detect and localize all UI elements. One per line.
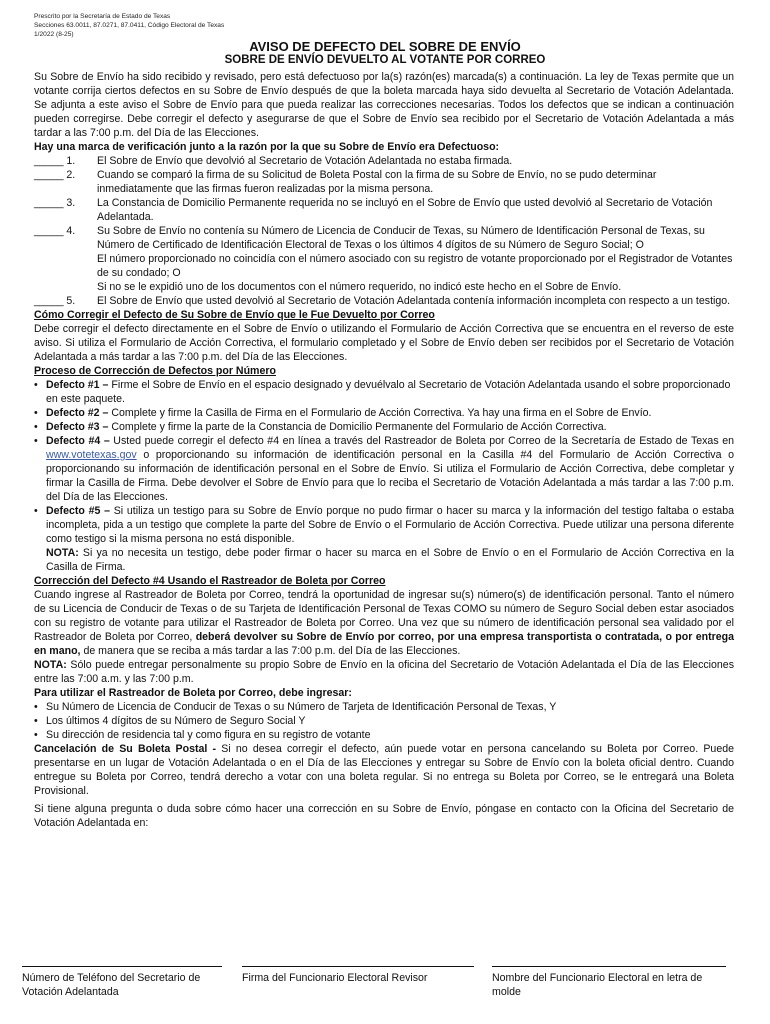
defect-text: Complete y firme la Casilla de Firma en el Formulario de Acción Correctiva. Ya hay una firma en el Sobre de Envío. <box>108 407 652 419</box>
contact-paragraph: Si tiene alguna pregunta o duda sobre cómo hacer una corrección en su Sobre de Envío, póngase en contacto con la Oficina del Secretario de Votación Adelantada en: <box>34 803 734 829</box>
signature-line <box>242 966 474 967</box>
tracker-paragraph <box>34 588 734 658</box>
header-line: Secciones 63.0011, 87.0271, 87.0411, Código Electoral de Texas <box>34 22 225 29</box>
reason-number: _____ 5. <box>34 295 76 307</box>
header-line: 1/2022 (8-25) <box>34 31 74 38</box>
note-label: NOTA: <box>46 547 79 559</box>
tracker-text: Cuando ingrese al Rastreador de Boleta por Correo, tendrá la oportunidad de ingresar su(s) número(s) de identificación personal. Tanto el número de su Licencia de Conducir de Texas o de su Tarjeta de Identificación Personal de Texas COMO su número de Seguro Social deben estar asociados con su registro de votante para utilizar el Rastreador de Boleta por Correo. Una vez que su número de identificación personal sea validado por el Rastreador de Boleta por Correo, <box>34 589 734 643</box>
reason-text: Su Sobre de Envío no contenía su Número de Licencia de Conducir de Texas, su Número de Identificación Personal de Texas, su Número de Certificado de Identificación Electoral de Texas o los últimos 4 dígitos de su Número de Seguro Social; O <box>97 225 705 251</box>
list-item: • Su Número de Licencia de Conducir de Texas o su Número de Tarjeta de Identificación Personal de Texas, Y <box>34 700 734 714</box>
must-enter-heading: Para utilizar el Rastreador de Boleta por Correo, debe ingresar: <box>34 687 352 699</box>
defect-text: o proporcionando su información de identificación personal en la Casilla #4 del Formulario de Acción Correctiva o proporcionando su información de identificación personal en el Sobre de Envío. Si utiliza el Formulario de Acción Correctiva, debe completar y firmar la Casilla de Firma. Debe devolver el Sobre de Envío para que lo reciba el Secretario de Votación Adelantada a más tardar a las 7:00 p.m. del Día de las Elecciones. <box>46 449 734 503</box>
cancel-text: Si no desea corregir el defecto, aún puede votar en persona cancelando su Boleta por Correo. Puede presentarse en un lugar de Votación Adelantada o en el Día de las Elecciones y entregar su Sobre de Envío con la boleta oficial dentro. Cuando entregue su Boleta por Correo, tendrá derecho a votar con una boleta regular. Si no entrega su Boleta por Correo, se le entregará una Boleta Provisional. <box>34 743 734 797</box>
signature-line <box>22 966 222 967</box>
check-heading: Hay una marca de verificación junto a la razón por la que su Sobre de Envío era Defectuoso: <box>34 141 500 153</box>
note-label: NOTA: <box>34 659 67 671</box>
note-paragraph <box>34 658 734 686</box>
official-name-block <box>492 966 726 999</box>
defect-item <box>34 406 734 420</box>
cancel-paragraph <box>34 742 734 798</box>
defect-item <box>34 378 734 406</box>
defect-label: Defecto #5 – <box>46 505 110 517</box>
defect-label: Defecto #2 – <box>46 407 109 419</box>
defect-label: Defecto #3 – <box>46 421 109 433</box>
phone-label: Número de Teléfono del Secretario de Votación Adelantada <box>22 972 201 998</box>
reason-number: _____ 1. <box>34 155 76 167</box>
list-item: • Su dirección de residencia tal y como figura en su registro de votante <box>34 728 734 742</box>
header-line: Prescrito por la Secretaría de Estado de Texas <box>34 13 171 20</box>
official-signature-block <box>242 966 474 985</box>
defect-item <box>34 434 734 504</box>
list-item: • Los últimos 4 dígitos de su Número de Seguro Social Y <box>34 714 734 728</box>
defect-text: Firme el Sobre de Envío en el espacio designado y devuélvalo al Secretario de Votación Adelantada usando el sobre proporcionado en este paquete. <box>46 379 731 405</box>
reason-number: _____ 3. <box>34 197 76 209</box>
tracker-text: de manera que se reciba a más tardar a las 7:00 p.m. del Día de las Elecciones. <box>80 645 461 657</box>
document-title: AVISO DE DEFECTO DEL SOBRE DE ENVÍO <box>249 39 521 54</box>
reason-4-alternative: El número proporcionado no coincidía con el número asociado con su registro de votante proporcionado por el Registrador de Votantes de su condado; O <box>97 253 733 279</box>
reason-text: El Sobre de Envío que devolvió al Secretario de Votación Adelantada no estaba firmada. <box>97 155 513 167</box>
signature-line <box>492 966 726 967</box>
cancel-label: Cancelación de Su Boleta Postal - <box>34 743 217 755</box>
reason-4-alternative: Si no se le expidió uno de los documentos con el número requerido, no indicó este hecho en el Sobre de Envío. <box>97 281 622 293</box>
phone-signature-block <box>22 966 222 999</box>
form-header <box>34 12 224 39</box>
defect-label: Defecto #4 – <box>46 435 110 447</box>
reason-item <box>34 224 734 252</box>
defect-label: Defecto #1 – <box>46 379 109 391</box>
reason-text: La Constancia de Domicilio Permanente requerida no se incluyó en el Sobre de Envío que usted devolvió al Secretario de Votación Adelantada. <box>97 197 713 223</box>
process-heading: Proceso de Corrección de Defectos por Número <box>34 365 276 377</box>
tracker-bold-text: deberá devolver su Sobre de Envío por correo, por una empresa transportista o contratada, o por entrega en mano, <box>34 631 734 657</box>
official-name-label: Nombre del Funcionario Electoral en letra de molde <box>492 972 703 998</box>
document-body <box>34 70 734 830</box>
defect-text: Usted puede corregir el defecto #4 en línea a través del Rastreador de Boleta por Correo de la Secretaría de Estado de Texas en <box>109 435 734 447</box>
howto-heading: Cómo Corregir el Defecto de Su Sobre de Envío que le Fue Devuelto por Correo <box>34 309 435 321</box>
reason-text: Cuando se comparó la firma de su Solicitud de Boleta Postal con la firma de su Sobre de Envío, no se pudo determinar inmediatamente que las firmas fueron realizadas por la misma persona. <box>97 169 657 195</box>
tracker-heading: Corrección del Defecto #4 Usando el Rastreador de Boleta por Correo <box>34 575 386 587</box>
howto-paragraph: Debe corregir el defecto directamente en el Sobre de Envío o utilizando el Formulario de Acción Correctiva que se encuentra en el reverso de este aviso. Si utiliza el Formulario de Acción Correctiva, el formulario completado y el Sobre de Envío deben ser recibidos por el Secretario de Votación Adelantada a más tardar a las 7:00 p.m. del Día de las Elecciones. <box>34 323 734 363</box>
reason-item <box>34 168 734 196</box>
votetexas-link[interactable]: www.votetexas.gov <box>46 449 137 461</box>
official-signature-label: Firma del Funcionario Electoral Revisor <box>242 972 428 984</box>
reason-text: El Sobre de Envío que usted devolvió al Secretario de Votación Adelantada contenía información incompleta con respecto a un testigo. <box>97 295 731 307</box>
intro-paragraph: Su Sobre de Envío ha sido recibido y revisado, pero está defectuoso por la(s) razón(es) marcada(s) a continuación. La ley de Texas permite que un votante corrija ciertos defectos en su Sobre de Envío después de que la boleta marcada haya sido devuelta al Secretario de Votación Adelantada. Se adjunta a este aviso el Sobre de Envío para que pueda realizar las correcciones necesarias. Todos los defectos que se indican a continuación pueden corregirse. Debe corregir el defecto y asegurarse de que el Sobre de Envío sea recibido por el Secretario de Votación Adelantada a más tardar a las 7:00 p.m. del Día de las Elecciones. <box>34 71 734 139</box>
document-subtitle: SOBRE DE ENVÍO DEVUELTO AL VOTANTE POR CORREO <box>224 54 546 66</box>
reason-item <box>34 294 734 308</box>
note-text: Sólo puede entregar personalmente su propio Sobre de Envío en la oficina del Secretario de Votación Adelantada el Día de las Elecciones entre las 7:00 a.m. y las 7:00 p.m. <box>34 659 734 685</box>
defect-list <box>34 378 734 574</box>
reason-item <box>34 196 734 224</box>
reason-number: _____ 2. <box>34 169 76 181</box>
defect-text: Si utiliza un testigo para su Sobre de Envío porque no pudo firmar o hacer su marca y la información del testigo faltaba o estaba incompleta, pida a un testigo que complete la parte del Sobre de Envío o el Formulario de Acción Correctiva. Puede utilizar una persona diferente como testigo si la misma persona no está disponible. <box>46 505 734 545</box>
defect-text: Complete y firme la parte de la Constancia de Domicilio Permanente del Formulario de Acción Correctiva. <box>108 421 607 433</box>
reason-item <box>34 154 734 168</box>
defect-item <box>34 420 734 434</box>
note-text: Si ya no necesita un testigo, debe poder firmar o hacer su marca en el Sobre de Envío o en el Formulario de Acción Correctiva en la Casilla de Firma. <box>46 547 734 573</box>
reason-number: _____ 4. <box>34 225 76 237</box>
must-enter-list <box>34 700 734 742</box>
defect-item <box>34 504 734 574</box>
